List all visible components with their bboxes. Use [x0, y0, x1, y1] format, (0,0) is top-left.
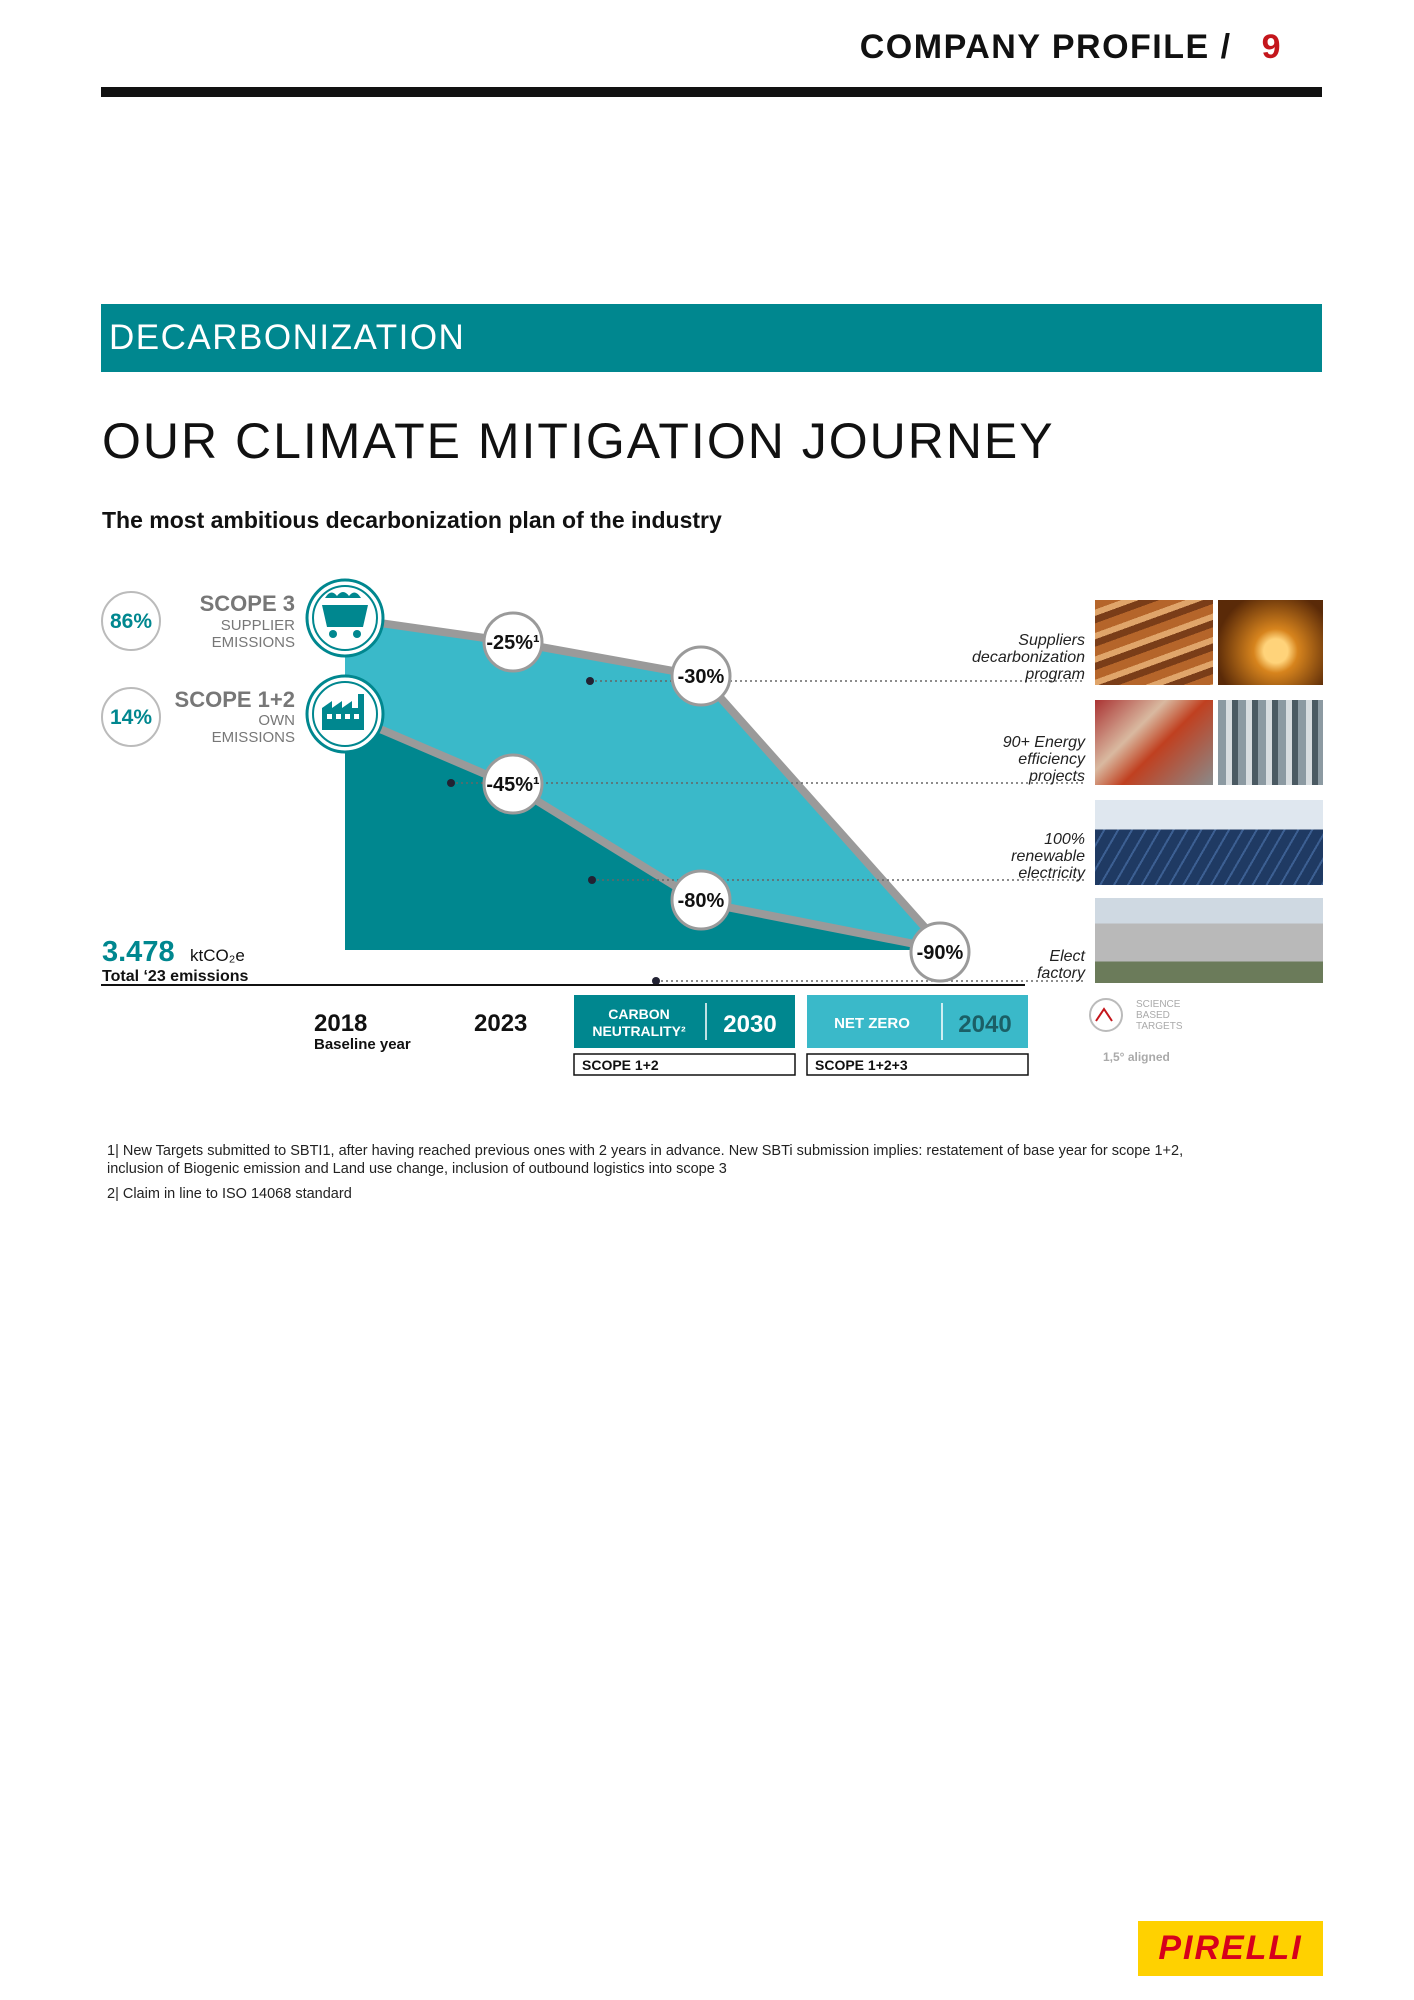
lever-2-l1: 100% [1044, 831, 1085, 848]
lever-1-l2: efficiency [1018, 751, 1085, 768]
photo-robot-arm [1095, 700, 1213, 785]
cn-scope: SCOPE 1+2 [582, 1057, 659, 1073]
total-unit: ktCO₂e [190, 946, 245, 965]
page-subtitle: The most ambitious decarbonization plan of the industry [102, 507, 722, 533]
marker-scope3-2030 [672, 647, 730, 705]
sbti-badge [1090, 999, 1183, 1064]
footnote-1b: inclusion of Biogenic emission and Land use change, inclusion of outbound logistics into scope 3 [107, 1161, 727, 1177]
footnote-2: 2| Claim in line to ISO 14068 standard [107, 1186, 352, 1202]
leader-dot-2 [447, 779, 455, 787]
leader-dot-3 [588, 876, 596, 884]
scope12-share: 14% [109, 706, 153, 729]
year-2018: 2018 [314, 1010, 368, 1037]
sbti-line2: BASED [1136, 1010, 1170, 1021]
nz-label: NET ZERO [834, 1015, 910, 1032]
photo-electric-factory [1095, 898, 1323, 983]
photo-oil-drop [1218, 600, 1323, 685]
cn-label1: CARBON [608, 1006, 670, 1022]
marker-label-all-2040: -90% [916, 942, 964, 964]
marker-label-scope12-2030: -80% [677, 890, 725, 912]
total-value: 3.478 [102, 936, 175, 968]
lever-1-l3: projects [1028, 768, 1085, 785]
logo-text: PIRELLI [1158, 1929, 1303, 1967]
scope12-share-badge [102, 688, 160, 746]
sbti-line1: SCIENCE [1136, 999, 1181, 1010]
scope12-line2: EMISSIONS [211, 729, 295, 746]
year-2023: 2023 [474, 1010, 528, 1037]
baseline-label: Baseline year [314, 1036, 411, 1053]
photo-machinery [1218, 700, 1323, 785]
lever-2-l2: renewable [1011, 848, 1085, 865]
marker-label-scope3-2030: -30% [677, 666, 725, 688]
lever-2-l3: electricity [1018, 865, 1085, 882]
leader-dot-4 [652, 977, 660, 985]
lever-3-l2: factory [1036, 965, 1085, 982]
marker-label-scope12-2023: -45%¹ [486, 774, 540, 796]
lever-0-l3: program [1025, 666, 1085, 683]
nz-year: 2040 [958, 1011, 1012, 1038]
cn-label2: NEUTRALITY² [592, 1023, 686, 1039]
page-title: OUR CLIMATE MITIGATION JOURNEY [102, 413, 1055, 469]
lever-caption-renewable [880, 831, 1085, 882]
cart-icon [307, 580, 383, 656]
sbti-aligned: 1,5° aligned [1103, 1050, 1170, 1064]
photo-solar-panels [1095, 800, 1323, 885]
footnote-1 [107, 1142, 1307, 1178]
scope3-line2: EMISSIONS [211, 634, 295, 651]
marker-scope12-2023 [484, 755, 542, 813]
marker-label-scope3-2023: -25%¹ [486, 632, 540, 654]
cn-year: 2030 [723, 1011, 777, 1038]
lever-caption-energy [880, 734, 1085, 785]
scope12-line1: OWN [258, 712, 295, 729]
footnote-1a: 1| New Targets submitted to SBTI1, after having reached previous ones with 2 years in advance. New SBTi submission implies: restatement of base year for scope 1+2, [107, 1143, 1184, 1159]
total-label: Total ‘23 emissions [102, 968, 249, 985]
section-band-label: DECARBONIZATION [109, 318, 466, 357]
carbon-neutrality-box [574, 995, 795, 1075]
page-number: 9 [1261, 28, 1282, 66]
lever-caption-factory [880, 948, 1085, 982]
pirelli-logo [1138, 1921, 1323, 1976]
photo-rubber [1095, 600, 1213, 685]
factory-icon [307, 676, 383, 752]
scope3-line1: SUPPLIER [220, 617, 295, 634]
scope3-name: SCOPE 3 [199, 591, 295, 616]
lever-1-l1: 90+ Energy [1002, 734, 1085, 751]
lever-0-l2: decarbonization [972, 649, 1085, 666]
leader-dot-1 [586, 677, 594, 685]
scope12-name: SCOPE 1+2 [174, 687, 295, 712]
lever-3-l1: Elect [1049, 948, 1085, 965]
nz-scope: SCOPE 1+2+3 [815, 1057, 908, 1073]
scope3-share-badge [102, 592, 160, 650]
net-zero-box [807, 995, 1028, 1075]
marker-scope12-2030 [672, 871, 730, 929]
sbti-line3: TARGETS [1136, 1021, 1183, 1032]
marker-scope3-2023 [484, 613, 542, 671]
header-title: COMPANY PROFILE / [859, 28, 1232, 66]
scope3-share: 86% [109, 610, 153, 633]
lever-0-l1: Suppliers [1018, 632, 1085, 649]
lever-caption-suppliers [880, 632, 1085, 683]
